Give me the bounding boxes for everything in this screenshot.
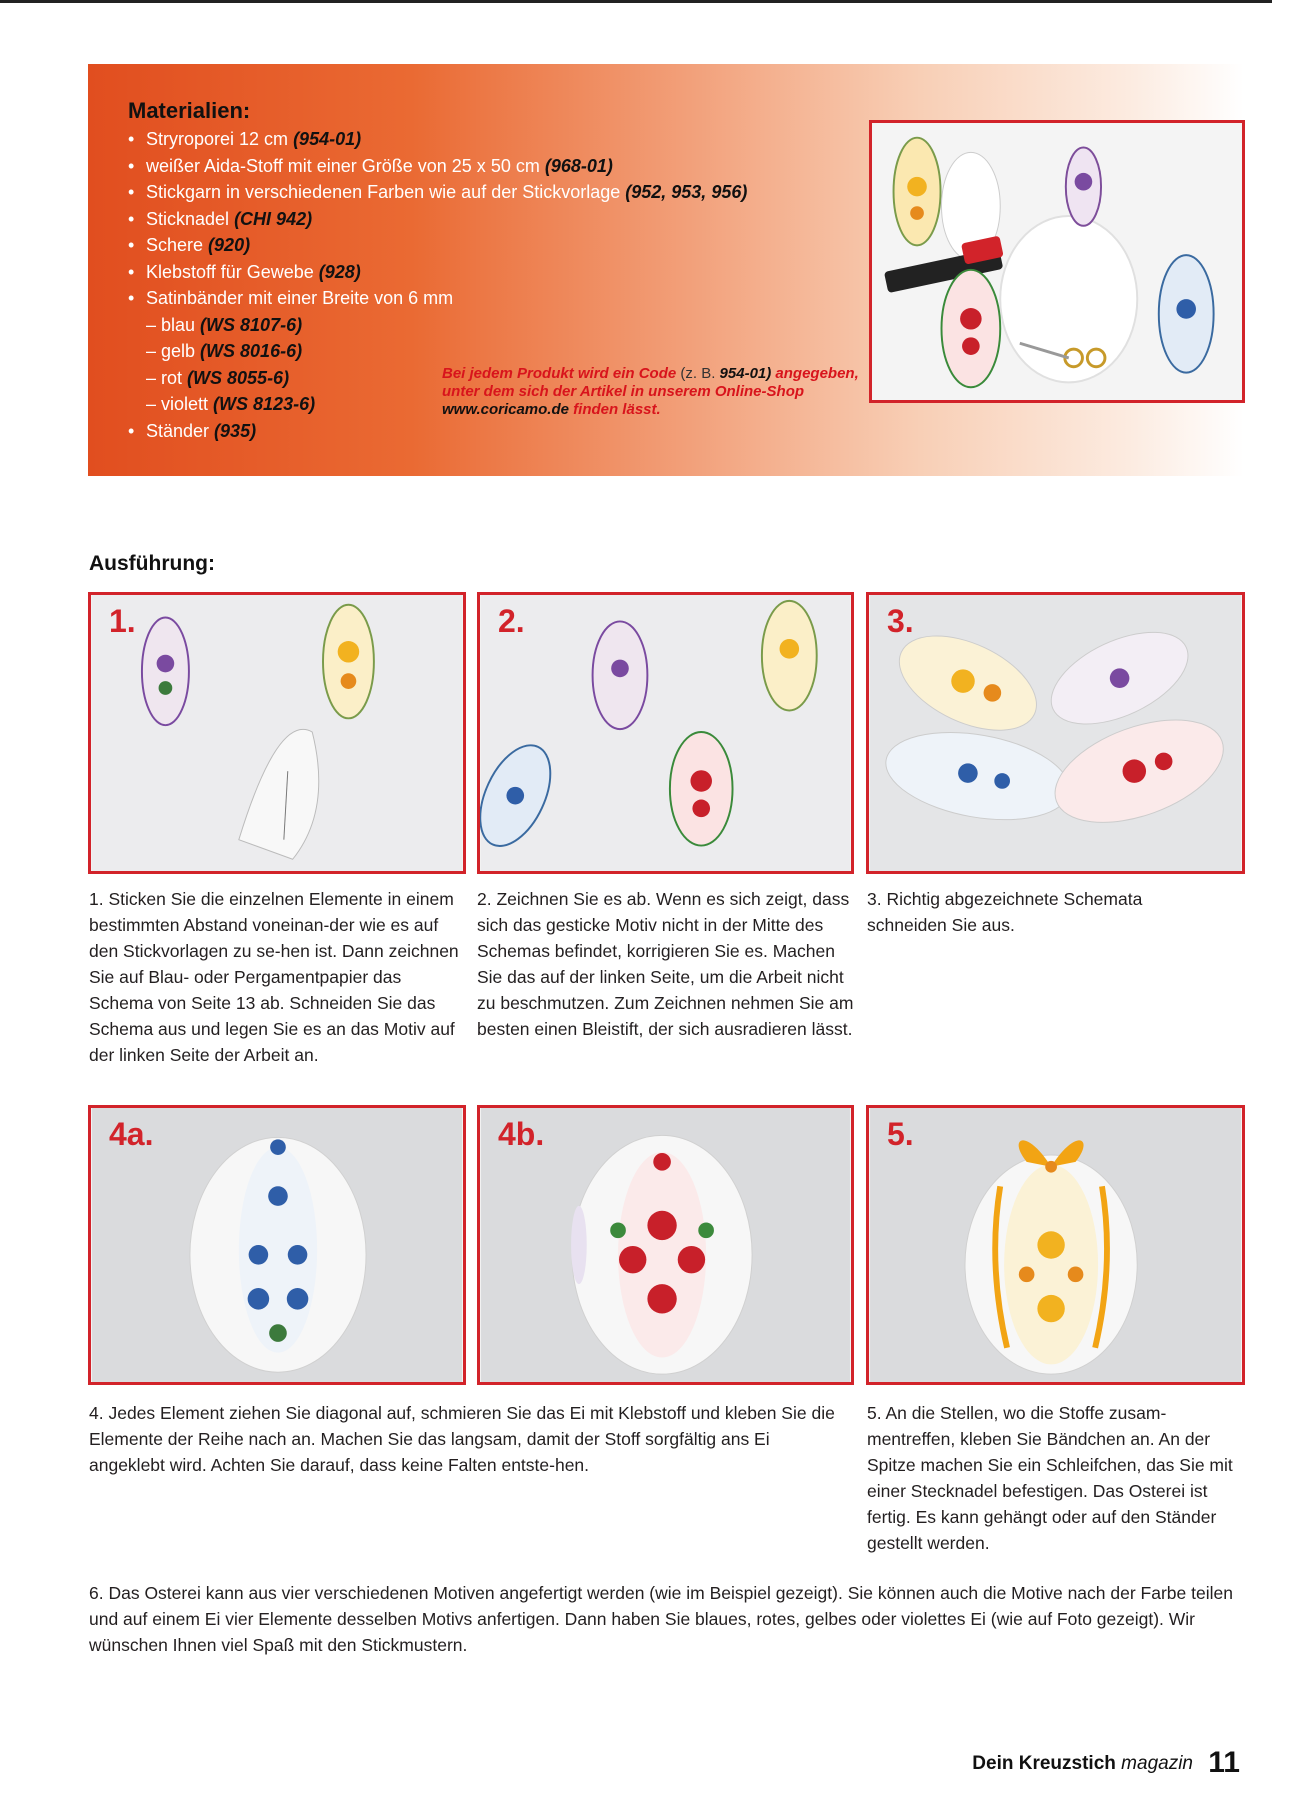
step-number: 4b.	[498, 1116, 545, 1152]
list-item: • Satinbänder mit einer Breite von 6 mm	[128, 288, 454, 308]
step-6-caption: 6. Das Osterei kann aus vier verschiedenen Motiven angefertigt werden (wie im Beispiel gezeigt). Sie können auch die Motive nach der Farbe teilen und auf einem Ei vier Elemente desselben Motivs anfertigen. Dann haben Sie blaues, rotes, gelbes oder violettes Ei (wie auf Foto gezeigt). Wir wünschen Ihnen viel Spaß mit den Stickmustern.	[89, 1583, 1233, 1655]
page-footer	[972, 1746, 1240, 1780]
list-item: – gelb (WS 8016-6)	[146, 341, 303, 361]
list-item: • Stickgarn in verschiedenen Farben wie auf der Stickvorlage (952, 953, 956)	[128, 182, 748, 202]
step-2-illustration	[480, 595, 851, 871]
step-4a-photo	[88, 1105, 466, 1385]
step-3-caption: 3. Richtig abgezeichnete Schemata schneiden Sie aus.	[867, 889, 1143, 935]
shop-url-link[interactable]: www.coricamo.de	[442, 401, 569, 418]
step-4b-photo	[477, 1105, 854, 1385]
step-1-illustration	[91, 595, 463, 871]
footer-magazine: magazin	[1121, 1753, 1193, 1774]
step-1-caption: 1. Sticken Sie die einzelnen Elemente in einem bestimmten Abstand voneinan-der wie es auf den Stickvorlagen zu se-hen ist. Dann zeichnen Sie auf Blau- oder Pergamentpapier das Schema von Seite 13 ab. Schneiden Sie das Schema aus und legen Sie es an das Motiv auf der linken Seite der Arbeit an.	[89, 889, 459, 1065]
list-item: – rot (WS 8055-6)	[146, 367, 290, 388]
step-number: 5.	[887, 1116, 914, 1152]
materials-title: Materialien:	[128, 98, 251, 123]
step-5-caption: 5. An die Stellen, wo die Stoffe zusam-mentreffen, kleben Sie Bändchen an. An der Spitze machen Sie ein Schleifchen, das Sie mit einer Stecknadel befestigen. Das Osterei ist fertig. Es kann gehängt oder auf den Ständer gestellt werden.	[867, 1403, 1233, 1553]
top-rule	[0, 0, 1272, 3]
list-item: • Sticknadel (CHI 942)	[128, 208, 313, 229]
step-number: 2.	[498, 603, 525, 639]
step-4-caption: 4. Jedes Element ziehen Sie diagonal auf, schmieren Sie das Ei mit Klebstoff und kleben Sie die Elemente der Reihe nach an. Machen Sie das langsam, damit der Stoff sorgfältig ans Ei angeklebt wird. Achten Sie darauf, dass keine Falten entste-hen.	[89, 1403, 835, 1475]
materials-photo-illustration	[872, 123, 1242, 400]
step-number: 1.	[109, 603, 136, 639]
step-3-photo	[866, 592, 1245, 874]
step-2-caption: 2. Zeichnen Sie es ab. Wenn es sich zeigt, dass sich das gesticke Motiv nicht in der Mitte des Schemas befindet, korrigieren Sie es. Machen Sie das auf der linken Seite, um die Arbeit nicht zu beschmutzen. Zum Zeichnen nehmen Sie am besten einen Bleistift, der sich ausradieren lässt.	[477, 889, 854, 1039]
step-2-photo	[477, 592, 854, 874]
section-title: Ausführung:	[89, 552, 215, 575]
step-5-photo	[866, 1105, 1245, 1385]
step-3-illustration	[869, 595, 1242, 871]
materials-photo	[869, 120, 1245, 403]
list-item: • Stryroporei 12 cm (954-01)	[128, 129, 362, 149]
list-item: • Schere (920)	[128, 235, 251, 255]
list-item: • weißer Aida-Stoff mit einer Größe von 25 x 50 cm (968-01)	[128, 155, 613, 176]
shop-note: Bei jedem Produkt wird ein Code (z. B. 954-01) angegeben, unter dem sich der Artikel in unserem Online-Shop www.coricamo.de finden lässt.	[442, 365, 859, 418]
list-item: • Ständer (935)	[128, 420, 257, 441]
step-5-illustration	[869, 1108, 1242, 1382]
step-1-photo	[88, 592, 466, 874]
list-item: • Klebstoff für Gewebe (928)	[128, 261, 361, 282]
footer-brand: Dein Kreuzstich	[972, 1753, 1116, 1774]
list-item: – blau (WS 8107-6)	[146, 314, 303, 335]
step-number: 4a.	[109, 1116, 154, 1152]
page-number: 11	[1208, 1746, 1240, 1779]
step-number: 3.	[887, 603, 914, 639]
list-item: – violett (WS 8123-6)	[146, 394, 316, 414]
